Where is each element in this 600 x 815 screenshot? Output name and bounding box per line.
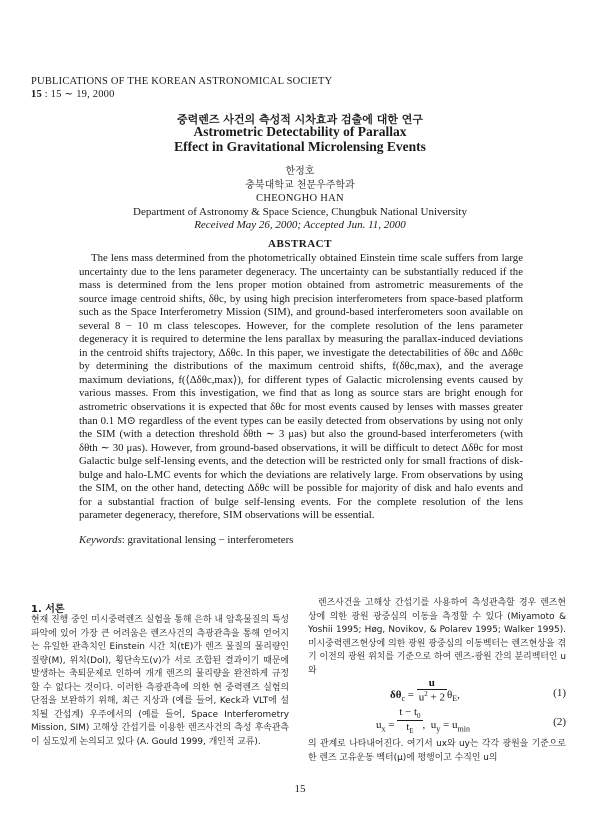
equation-2-body: $u_x$ = $\frac{t - t_0}{t_E}$ , $u_y = u_{min}$ bbox=[376, 706, 470, 736]
abstract-text: The lens mass determined from the photometrically obtained Einstein time scale suffers from large uncertainty due to the lens parameter degeneracy. The uncertainty can be substantially reduced if the mass is determined from the lens proper motion obtained from astrometric measurements of the source image centroid shifts, δθc, by using high precision interferometers from space-based platform such as the Space Interferometry Mission (SIM), and ground-based interferometers soon available on several 8 − 10 m class telescopes. However, for the complete resolution of the lens parameter degeneracy it is required to determine the lens parallax by measuring the parallax-induced deviations in the centroid shifts trajectory, Δδθc. In this paper, we investigate the detectabilities of δθc and Δδθc by determining the distributions of the maximum centroid shifts, f(δθc,max), and the average maximum deviations, f(⟨Δδθc,max⟩), for different types of Galactic microlensing events caused by various masses. From this investigation, we find that as long as source stars are bright enough for astrometric observations it is expected that δθc for most events caused by lenses with masses greater than 0.1 M⊙ regardless of the event types can be easily detected from observations by using not only the SIM (with a detection threshold δθth ∼ 3 μas) but also the ground-based interferometers (with δθth ∼ 30 μas). However, from ground-based observations, it will be difficult to detect Δδθc for most Galactic bulge self-lensing events, and the detection will be restricted only for small fractions of disk-bulge and halo-LMC events for which the deviations are relatively large. From observations by using the SIM, on the other hand, detecting Δδθc will be possible for majority of disk and halo events and for a substantial fraction of bulge self-lensing events. For the complete resolution of the lens parameter degeneracy, therefore, SIM observations will be essential. bbox=[79, 252, 523, 522]
equation-1 bbox=[308, 677, 566, 707]
affiliation-english: Department of Astronomy & Space Science, Chungbuk National University bbox=[133, 205, 467, 218]
journal-volume-line bbox=[31, 88, 332, 101]
english-title bbox=[0, 124, 600, 154]
equation-1-number: (1) bbox=[553, 687, 566, 699]
english-title-line-2: Effect in Gravitational Microlensing Events bbox=[174, 139, 426, 154]
journal-volume: 15 bbox=[31, 89, 42, 100]
author-block bbox=[0, 165, 600, 233]
page-number: 15 bbox=[294, 783, 306, 795]
journal-name: PUBLICATIONS OF THE KOREAN ASTRONOMICAL SOCIETY bbox=[31, 76, 333, 87]
affiliation-korean: 충북대학교 천문우주학과 bbox=[245, 179, 355, 191]
keywords-text: : gravitational lensing − interferometers bbox=[121, 534, 294, 546]
equation-1-body: $\delta\theta_c$ = $\frac{u}{u^2 + 2}$ $\theta_E$, bbox=[390, 677, 460, 704]
korean-title: 중력렌즈 사건의 측성적 시차효과 검출에 대한 연구 bbox=[176, 113, 424, 126]
journal-pages: : 15 ∼ 19, 2000 bbox=[44, 89, 115, 100]
section-right-column-text-top: 렌즈사건을 고해상 간섭기를 사용하여 측성관측할 경우 렌즈현상에 의한 광원 광중심의 이동을 측정할 수 있다 (Miyamoto & Yoshii 1995; Høg, Novikov, & Polarev 1995; Walker 1995). 미시중력렌즈현상에 의한 광원 광중심의 이동벡터는 렌즈현상을 겪기 이전의 광원 위치를 기준으로 하여 렌즈-광원 간의 분리벡터인 u와 bbox=[308, 598, 566, 676]
keywords-label: Keywords bbox=[79, 534, 122, 546]
equation-2 bbox=[308, 706, 566, 738]
section-heading: 1. 서론 bbox=[31, 604, 65, 615]
author-name-korean: 한정호 bbox=[285, 166, 315, 177]
received-dates: Received May 26, 2000; Accepted Jun. 11, 2000 bbox=[194, 219, 406, 232]
abstract-heading: ABSTRACT bbox=[268, 238, 332, 250]
equation-2-number: (2) bbox=[553, 716, 566, 728]
section-right-column-text-bottom: 의 관계로 나타내어진다. 여기서 ux와 uy는 각각 광원을 기준으로한 렌즈 고유운동 벡터(μ)에 평행이고 수직인 u의 bbox=[308, 739, 566, 763]
journal-header bbox=[31, 75, 332, 101]
author-name-english: CHEONGHO HAN bbox=[256, 193, 344, 205]
keywords-line bbox=[79, 534, 293, 546]
english-title-line-1: Astrometric Detectability of Parallax bbox=[193, 124, 407, 139]
section-left-column-text: 현재 진행 중인 미시중력렌즈 실험을 통해 은하 내 암흑물질의 특성파악에 있어 가장 큰 어려움은 렌즈사건의 측광관측을 통해 얻어지는 유일한 관측치인 Einstein 시간 치(tE)가 렌즈 물질의 물리량인 질량(M), 위치(Dol), 횡단속도(v)가 서로 조합된 결과이기 때문에 발생하는 축퇴문제로 인하여 개개 렌즈의 물리량을 완전하게 규정할 수 없다는 것이다. 이러한 측광관측에 의한 현 중력렌즈 실험의 단점을 보완하기 위해, 최근 지상과 (예를 들어, Keck과 VLT에 설치될 간섭계) 우주에서의 (예를 들어, Space Interferometry Mission, SIM) 고해상 간섭기를 이용한 렌즈사건의 측성 후속관측이 심도있게 논의되고 있다 (A. Gould 1999, 개인적 교류). bbox=[31, 615, 289, 747]
